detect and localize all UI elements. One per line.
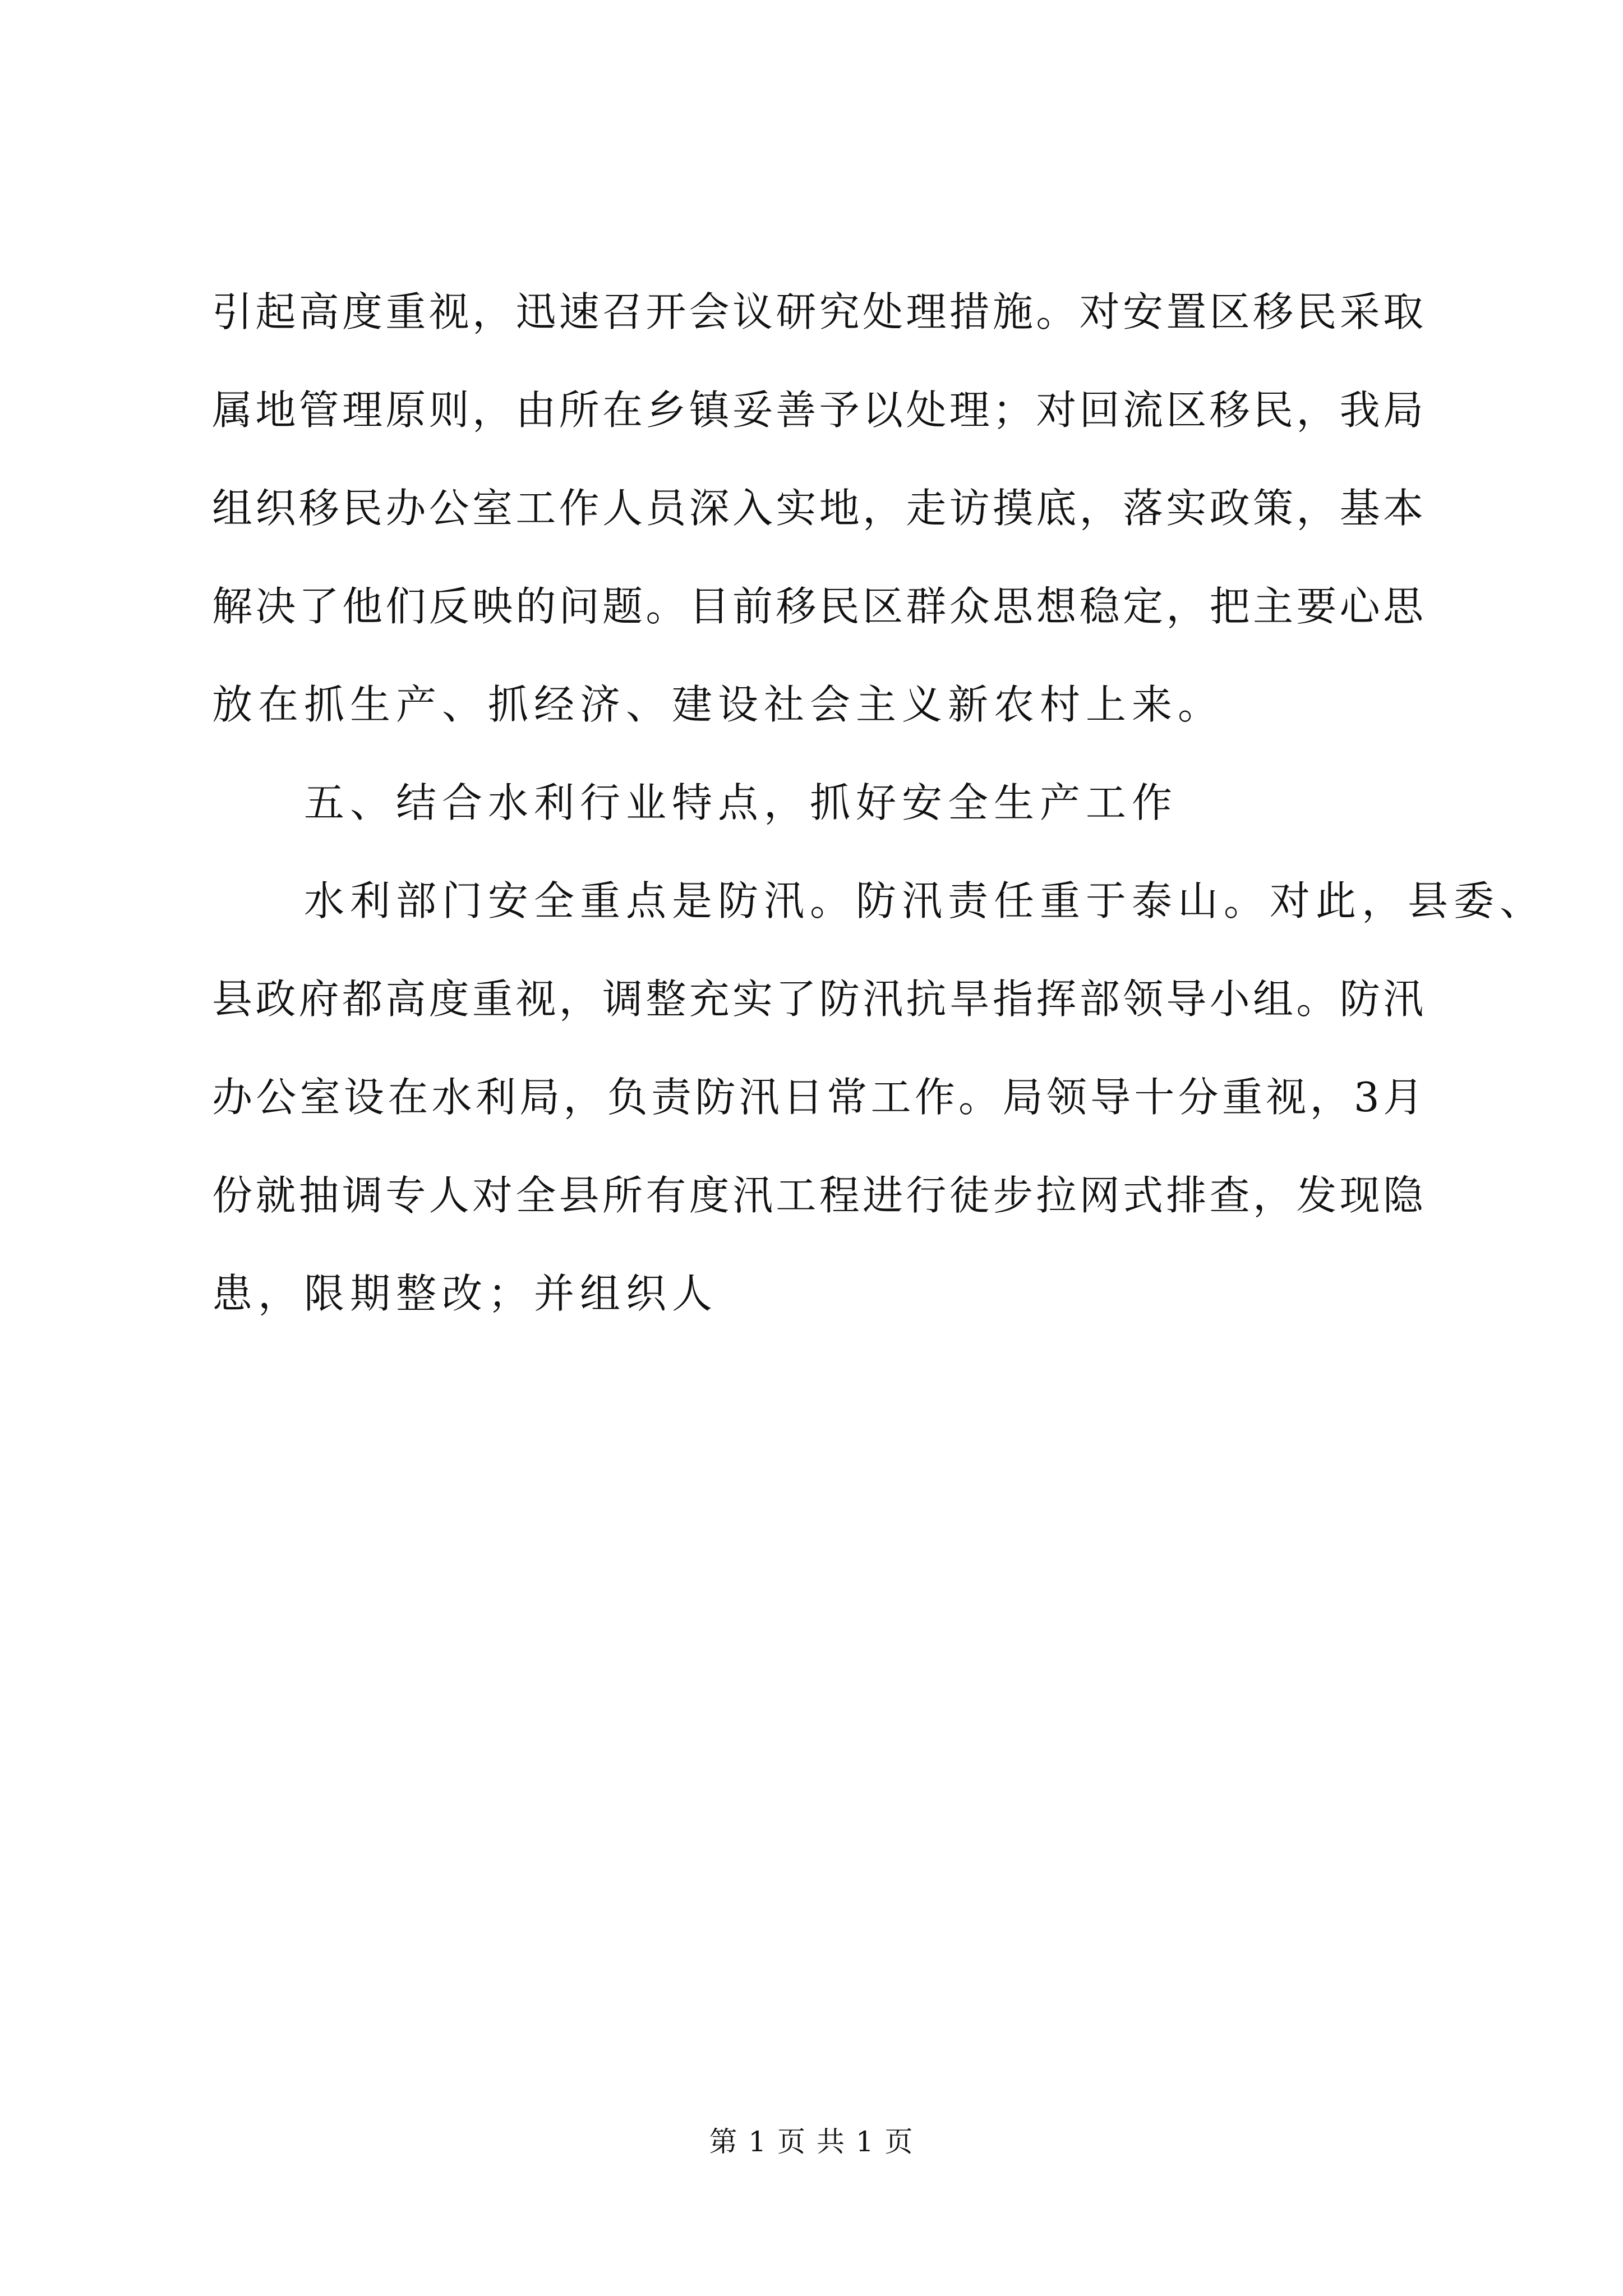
paragraph-line: 县政府都高度重视，调整充实了防汛抗旱指挥部领导小组。防汛 [212, 976, 1423, 1023]
paragraph-line: 办公室设在水利局，负责防汛日常工作。局领导十分重视，3月 [212, 1074, 1423, 1121]
paragraph-line: 水利部门安全重点是防汛。防汛责任重于泰山。对此，县委、 [304, 877, 1546, 924]
section-heading: 五、结合水利行业特点，抓好安全生产工作 [304, 779, 1178, 826]
paragraph-line: 属地管理原则，由所在乡镇妥善予以处理；对回流区移民，我局 [212, 386, 1423, 434]
paragraph-line: 放在抓生产、抓经济、建设社会主义新农村上来。 [212, 681, 1224, 728]
paragraph-line: 份就抽调专人对全县所有度汛工程进行徒步拉网式排查，发现隐 [212, 1172, 1423, 1219]
paragraph-line: 解决了他们反映的问题。目前移民区群众思想稳定，把主要心思 [212, 583, 1423, 630]
document-body [212, 288, 1546, 1372]
page-number-footer: 第 1 页 共 1 页 [709, 2125, 914, 2158]
paragraph-line: 患，限期整改；并组织人 [212, 1270, 718, 1317]
paragraph-line: 组织移民办公室工作人员深入实地，走访摸底，落实政策，基本 [212, 485, 1423, 532]
paragraph-line: 引起高度重视，迅速召开会议研究处理措施。对安置区移民采取 [212, 288, 1423, 335]
